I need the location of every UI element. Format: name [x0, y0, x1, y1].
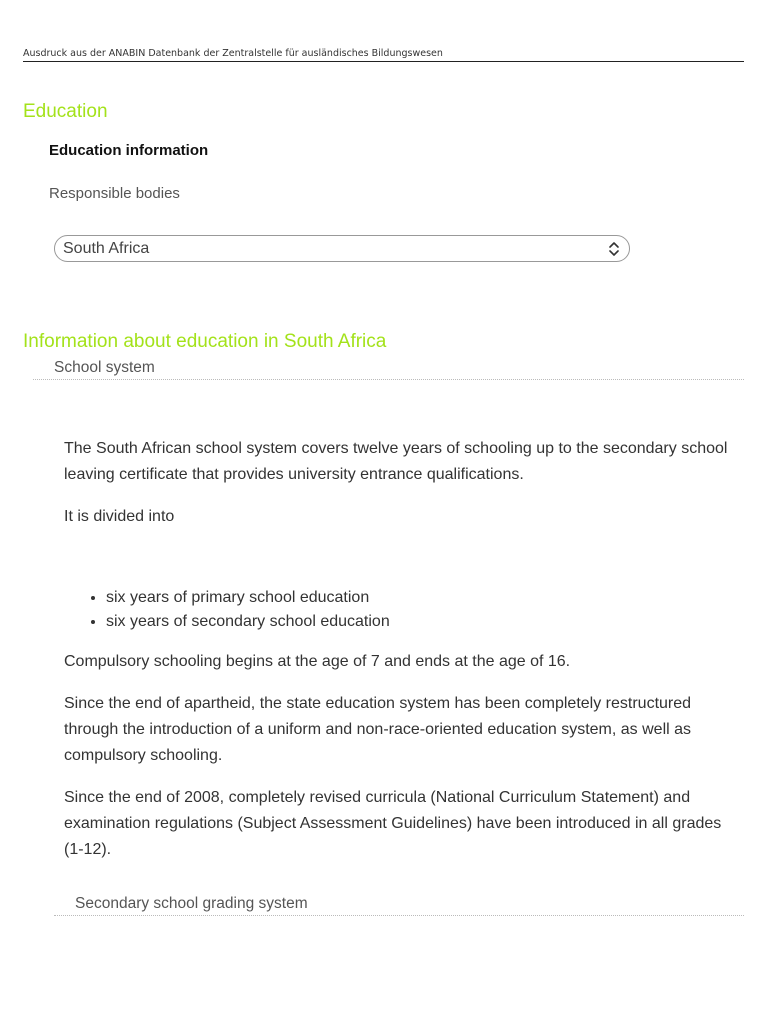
- responsible-bodies-label: Responsible bodies: [49, 185, 180, 202]
- paragraph: It is divided into: [64, 508, 175, 525]
- education-heading: Education: [23, 101, 108, 122]
- chevron-updown-icon: [607, 240, 621, 258]
- school-levels-list: [64, 586, 734, 633]
- school-system-content: [64, 436, 734, 879]
- country-select-value: South Africa: [63, 239, 150, 257]
- paragraph: Since the end of apartheid, the state education system has been completely restructured through the introduction of a uniform and non-race-oriented education system, as well as compulsory schooling.: [64, 695, 692, 764]
- paragraph: The South African school system covers twelve years of schooling up to the secondary school leaving certificate that provides university entrance qualifications.: [64, 440, 728, 483]
- print-header: Ausdruck aus der ANABIN Datenbank der Zentralstelle für ausländisches Bildungswesen: [23, 48, 744, 62]
- school-system-section-header[interactable]: School system: [33, 359, 744, 380]
- info-heading: Information about education in South Africa: [23, 331, 387, 352]
- paragraph: Since the end of 2008, completely revised curricula (National Curriculum Statement) and examination regulations (Subject Assessment Guidelines) have been introduced in all grades (1-12).: [64, 789, 722, 858]
- education-info-label: Education information: [49, 142, 209, 159]
- country-select[interactable]: [54, 235, 630, 262]
- grading-system-section-header[interactable]: Secondary school grading system: [54, 895, 744, 916]
- paragraph: Compulsory schooling begins at the age of 7 and ends at the age of 16.: [64, 653, 571, 670]
- list-item: • six years of secondary school education: [106, 610, 734, 634]
- list-item: • six years of primary school education: [106, 586, 734, 610]
